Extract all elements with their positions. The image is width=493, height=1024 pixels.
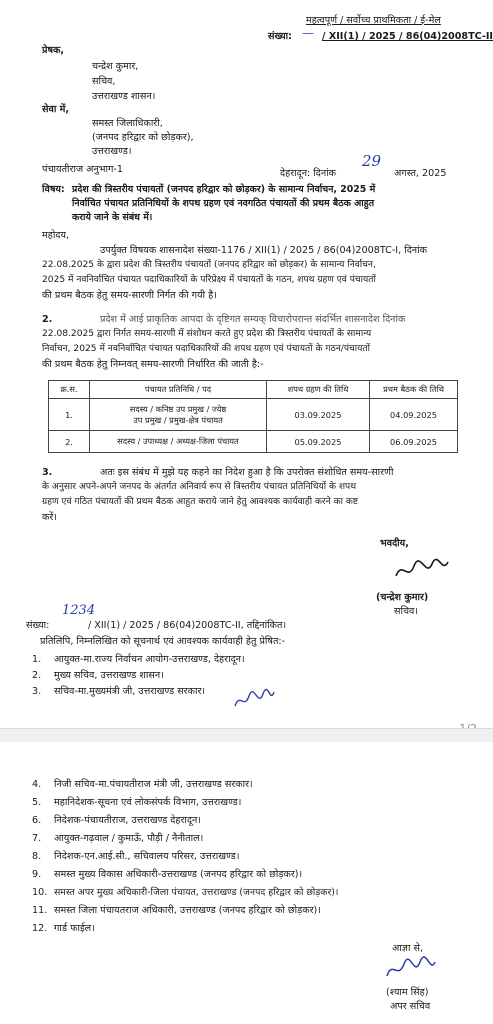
copy-item-number: 10. [32,887,48,898]
salutation: महोदय, [42,230,70,241]
table-cell-line: सदस्य / कनिष्ठ उप प्रमुख / ज्येष्ठ [129,403,227,414]
copy-item-number: 6. [32,815,42,826]
table-cell: 03.09.2025 [267,399,370,431]
copy-item-text: निजी सचिव-मा.पंचायतीराज मंत्री जी, उत्तराखण्ड सरकार। [54,779,253,790]
handwritten-copy-number: 1234 [62,603,96,618]
copy-item-number: 5. [32,797,42,808]
recipient-line3: उत्तराखण्ड। [92,146,132,157]
section-name: पंचायतीराज अनुभाग-1 [42,164,123,175]
copy-item-text: महानिदेशक-सूचना एवं लोकसंपर्क विभाग, उत्तराखण्ड। [54,797,242,808]
copy-number-label: संख्या: [26,620,50,631]
table-row [49,399,458,431]
copy-item-text: सचिव-मा.मुख्यमंत्री जी, उत्तराखण्ड सरकार। [54,686,206,697]
para3-number: 3. [42,467,53,478]
signatory-designation: सचिव। [394,606,419,617]
copy-item-text: मुख्य सचिव, उत्तराखण्ड शासन। [54,670,164,681]
copy-item-number: 11. [32,905,48,916]
subject-line2: निर्वाचित पंचायत प्रतिनिधियों के शपथ ग्रहण एवं नवगठित पंचायतों की प्रथम बैठक आहुत [72,198,375,209]
closing: भवदीय, [380,538,409,549]
schedule-table [48,380,458,453]
copy-item-text: समस्त अपर मुख्य अधिकारी-जिला पंचायत, उत्तराखण्ड (जनपद हरिद्वार को छोड़कर)। [54,887,339,898]
handwritten-dash: — [302,26,314,40]
order-line: आज्ञा से, [392,943,424,954]
para3-line1: अतः इस संबंध में मुझे यह कहने का निदेश हुआ है कि उपरोक्त संशोधित समय-सारणी [100,467,394,478]
table-cell: 04.09.2025 [370,399,458,431]
copy-item-number: 1. [32,654,42,665]
table-cell: 2. [49,431,90,453]
copy-intro: प्रतिलिपि, निम्नलिखित को सूचनार्थ एवं आवश्यक कार्यवाही हेतु प्रेषित:- [40,636,286,647]
sender-name: चन्द्रेश कुमार, [92,61,139,72]
para1-line3: 2025 में नवनिर्वाचित पंचायत पदाधिकारियों के परिप्रेक्ष्य में पंचायतों के गठन, शपथ ग्रहण एवं पंचायतों [42,275,376,285]
table-cell: 06.09.2025 [370,431,458,453]
subject-line3: कराये जाने के संबंध में। [72,212,153,223]
recipient-line2: (जनपद हरिद्वार को छोड़कर), [92,132,194,143]
subject-label: विषय: [42,184,65,195]
para1-line1: उपर्युक्त विषयक शासनादेश संख्या-1176 / XII(1) / 2025 / 86(04)2008TC-I, दिनांक [100,245,427,256]
copy-item-text: समस्त जिला पंचायतराज अधिकारी, उत्तराखण्ड (जनपद हरिद्वार को छोड़कर)। [54,905,321,916]
recipient-line1: समस्त जिलाधिकारी, [92,118,163,129]
date-prefix: देहरादून: दिनांक [280,168,337,179]
date-suffix: अगस्त, 2025 [394,168,447,179]
table-cell [90,399,267,431]
letter-number: / XII(1) / 2025 / 86(04)2008TC-II [322,31,493,42]
para2-line4: की प्रथम बैठक हेतु निम्नवत् समय-सारणी निर्धारित की जाती है:- [42,359,264,370]
table-row [49,431,458,453]
handwritten-date-day: 29 [362,152,382,170]
copy-item-number: 8. [32,851,42,862]
initials-mark [232,688,276,712]
table-cell: 1. [49,399,90,431]
copy-item-text: गार्ड फाईल। [54,923,95,934]
priority-line: महत्वपूर्ण / सर्वोच्च प्राथमिकता / ई-मेल [306,15,441,26]
recipient-label: सेवा में, [42,104,70,115]
para2-line3: निर्वाचन, 2025 में नवनिर्वाचित पंचायत पदाधिकारियों की शपथ ग्रहण एवं पंचायतों के गठन/पंचायतों [42,344,370,354]
copy-item-number: 3. [32,686,42,697]
para2-line1: प्रदेश में आई प्राकृतिक आपदा के दृष्टिगत सम्यक् विचारोपरान्त संदर्भित शासनादेश दिनांक [100,314,406,325]
para3-line3: ग्रहण एवं गठित पंचायतों की प्रथम बैठक आहुत कराये जाने हेतु आवश्यक कार्यवाही करने का कष्ट [42,497,359,507]
para2-line2: 22.08.2025 द्वारा निर्गत समय-सारणी में संशोधन करते हुए प्रदेश की त्रिस्तरीय पंचायतों के सामान्य [42,329,372,339]
sender-label: प्रेषक, [42,45,65,56]
sender-designation: सचिव, [92,76,116,87]
sender-org: उत्तराखण्ड शासन। [92,91,156,102]
para3-line2: के अनुसार अपने-अपने जनपद के अंतर्गत अनिवार्य रूप से त्रिस्तरीय पंचायत प्रतिनिधियों के शपथ [42,482,357,492]
table-cell: सदस्य / उपाध्यक्ष / अध्यक्ष-जिला पंचायत [90,431,267,453]
signatory-name: (चन्द्रेश कुमार) [376,592,429,603]
copy-number: / XII(1) / 2025 / 86(04)2008TC-II, तद्दिनांकित। [88,620,287,631]
table-header: शपथ ग्रहण की तिथि [267,381,370,399]
footer-name: (श्याम सिंह) [386,987,429,998]
copy-item-number: 4. [32,779,42,790]
letter-number-label: संख्या: [268,31,292,42]
footer-designation: अपर सचिव [390,1001,431,1012]
copy-item-number: 9. [32,869,42,880]
copy-item-number: 7. [32,833,42,844]
table-header-row [49,381,458,399]
copy-item-text: आयुक्त-गढ़वाल / कुमाऊँ, पौड़ी / नैनीताल। [54,833,204,844]
copy-item-number: 12. [32,923,48,934]
signature-mark [384,956,438,982]
table-header: पंचायत प्रतिनिधि / पद [90,381,267,399]
table-cell: 05.09.2025 [267,431,370,453]
copy-item-number: 2. [32,670,42,681]
table-header: प्रथम बैठक की तिथि [370,381,458,399]
para2-number: 2. [42,314,53,325]
copy-item-text: निदेशक-पंचायतीराज, उत्तराखण्ड देहरादून। [54,815,201,826]
table-header: क्र.स. [49,381,90,399]
subject-line1: प्रदेश की त्रिस्तरीय पंचायतों (जनपद हरिद्वार को छोड़कर) के सामान्य निर्वाचन, 2025 में [72,184,376,195]
copy-item-text: आयुक्त-मा.राज्य निर्वाचन आयोग-उत्तराखण्ड, देहरादून। [54,654,245,665]
para1-line2: 22.08.2025 के द्वारा प्रदेश की त्रिस्तरीय पंचायतों (जनपद हरिद्वार को छोड़कर) के सामान्य निर्वाचन, [42,260,376,270]
copy-item-text: निदेशक-एन.आई.सी., सचिवालय परिसर, उत्तराखण्ड। [54,851,240,862]
para3-line4: करें। [42,512,57,523]
letter-page-2 [0,742,493,1024]
copy-item-text: समस्त मुख्य विकास अधिकारी-उत्तराखण्ड (जनपद हरिद्वार को छोड़कर)। [54,869,303,880]
signature-mark [392,556,452,586]
table-cell-line: उप प्रमुख / प्रमुख-क्षेत्र पंचायत [133,414,223,425]
para1-line4: की प्रथम बैठक हेतु समय-सारणी निर्गत की गयी है। [42,290,217,301]
